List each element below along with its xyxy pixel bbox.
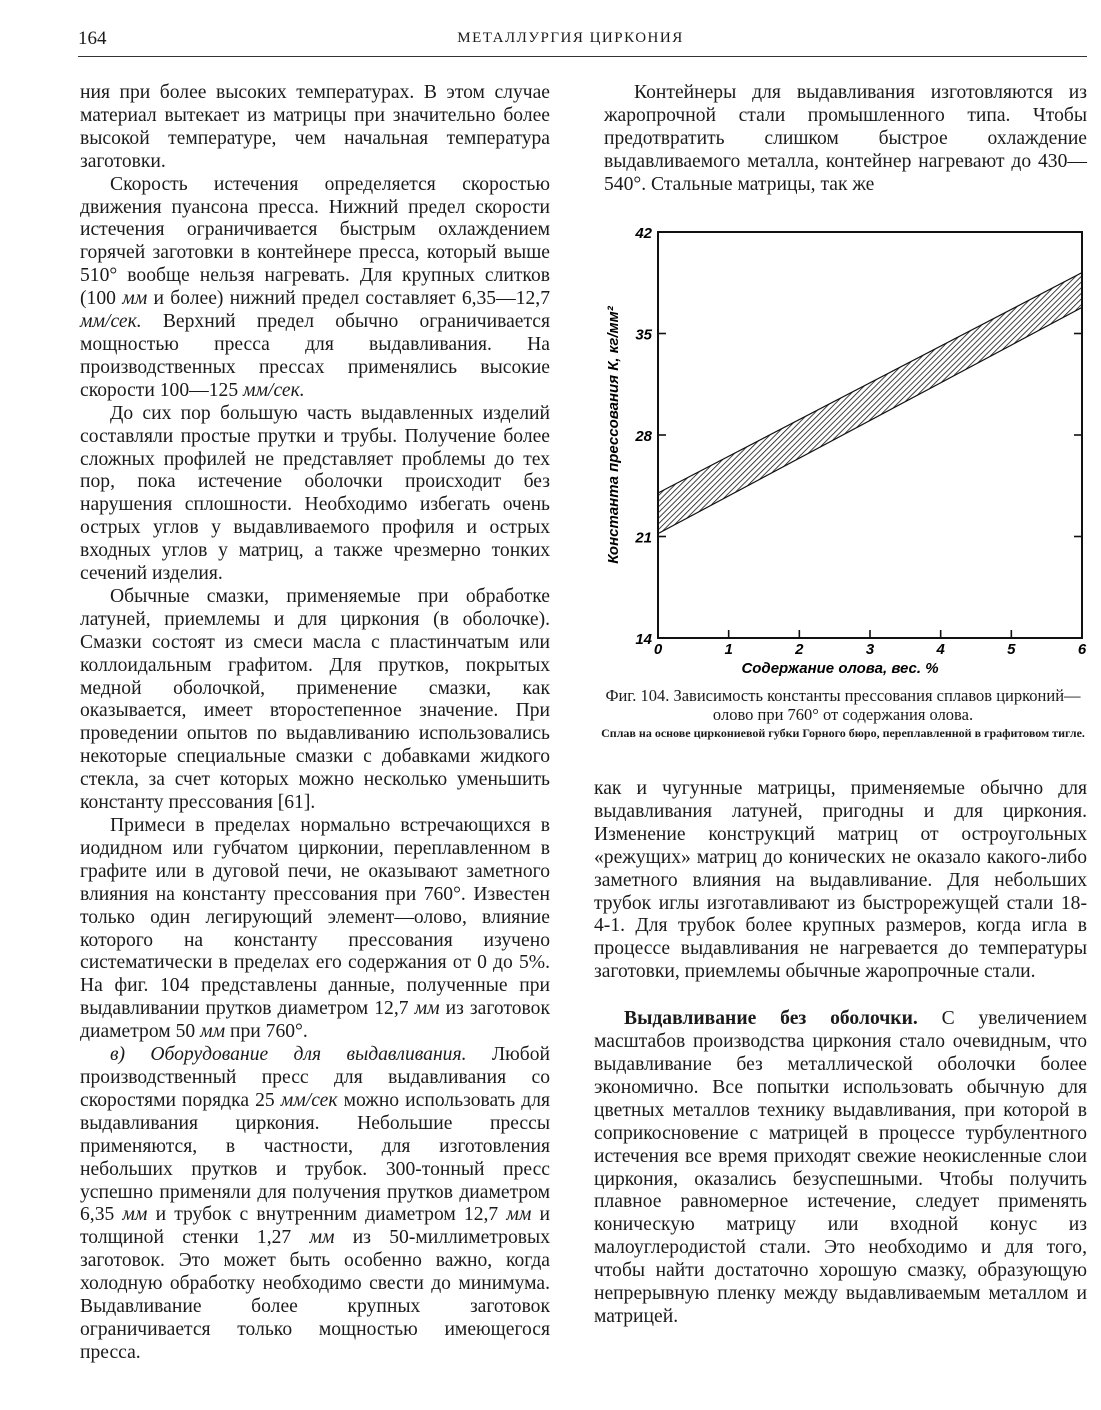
plot-frame	[658, 232, 1082, 638]
paragraph: Обычные смазки, применяемые при обработке латуней, приемлемы и для циркония (в оболочке). Смазки состоят из смеси масла с пластинчатым или коллоидальным графитом. Для прутков, покрытых медной оболочкой, применение смазки, как оказывается, имеет второстепенное значение. При проведении опытов по выдавливанию использовались некоторые специальные смазки с добавками жидкого стекла, за счет которых можно несколько уменьшить константу прессования [61].	[80, 585, 550, 814]
y-tick-label: 28	[635, 428, 652, 445]
y-tick-label: 35	[635, 326, 652, 344]
chart-svg	[596, 218, 1096, 680]
running-header: МЕТАЛЛУРГИЯ ЦИРКОНИЯ	[457, 30, 684, 46]
x-tick-label: 5	[1007, 641, 1016, 658]
y-tick-label: 42	[635, 225, 652, 242]
right-column-top	[604, 82, 1087, 197]
paragraph: Выдавливание без оболочки. С увеличением масштабов производства циркония стало очевидным, что выдавливание без металлической оболочки более экономично. Все попытки использовать обычную для цветных металлов технику выдавливания, при которой в соприкосновение с матрицей в процессе турбулентного истечения все время приходят свежие неокисленные слои циркония, оказались безуспешными. Чтобы получить плавное равномерное истечение, следует применять коническую матрицу или входной конус из малоуглеродистой стали. Это необходимо и для того, чтобы найти достаточно хорошую смазку, образующую непрерывную пленку между выдавливаемым металлом и матрицей.	[594, 1008, 1087, 1327]
section-heading: в) Оборудование для выдавливания.	[110, 1044, 467, 1066]
y-tick-label: 21	[635, 529, 652, 547]
paragraph-gap	[594, 984, 1087, 1008]
page-number: 164	[78, 28, 107, 49]
x-axis-label: Содержание олова, вес. %	[741, 660, 939, 677]
figure-104-chart	[596, 218, 1096, 680]
x-tick-label: 3	[865, 641, 875, 658]
y-tick-label: 14	[635, 631, 652, 648]
paragraph: До сих пор большую часть выдавленных изделий составляли простые прутки и трубы. Получение более сложных профилей не представляет проблемы до тех пор, пока истечение оболочки происходит без нарушения сплошности. Необходимо избегать очень острых углов у выдавливаемого профиля и острых входных углов у матриц, а также чрезмерно тонких сечений изделия.	[80, 402, 550, 585]
x-tick-label: 0	[653, 641, 663, 658]
paragraph: Примеси в пределах нормально встречающихся в иодидном или губчатом цирконии, переплавленном в графите или в дуговой печи, не оказывают заметного влияния на константу прессования при 760°. Известен только один легирующий элемент—олово, влияние которого на константу прессования изучено систематически в пределах его содержания от 0 до 5%. На фиг. 104 представлены данные, полученные при выдавливании прутков диаметром 12,7 мм из заготовок диаметром 50 мм при 760°.	[80, 815, 550, 1043]
left-column	[80, 82, 550, 1365]
header-rule	[78, 56, 1087, 57]
paragraph: Контейнеры для выдавливания изготовляются из жаропрочной стали промышленного типа. Чтобы предотвратить слишком быстрое охлаждение выдавливаемого металла, контейнер нагревают до 430—540°. Стальные матрицы, так же	[604, 82, 1087, 195]
right-column-bottom	[594, 778, 1087, 1329]
caption-sub: Сплав на основе циркониевой губки Горного бюро, переплавленной в графитовом тигле.	[601, 726, 1085, 740]
section-heading: Выдавливание без оболочки.	[624, 1008, 918, 1030]
data-band	[658, 273, 1082, 534]
caption-main: Фиг. 104. Зависимость константы прессования сплавов цирконий—олово при 760° от содержания олова.	[605, 686, 1081, 724]
x-tick-label: 2	[795, 641, 804, 658]
paragraph: Скорость истечения определяется скоростью движения пуансона пресса. Нижний предел скорости истечения ограничивается быстрым охлаждением горячей заготовки в контейнере пресса, который выше 510° вообще нельзя нагревать. Для крупных слитков (100 мм и более) нижний предел составляет 6,35—12,7 мм/сек. Верхний предел обычно ограничивается мощностью пресса для выдавливания. На производственных прессах применялись высокие скорости 100—125 мм/сек.	[80, 173, 550, 401]
figure-caption	[598, 686, 1088, 740]
x-tick-label: 1	[724, 641, 733, 658]
paragraph: ния при более высоких температурах. В этом случае материал вытекает из матрицы при значительно более высокой температуре, чем начальная температура заготовки.	[80, 82, 550, 172]
x-tick-label: 6	[1077, 641, 1087, 658]
y-axis-label: Константа прессования К, кг/мм²	[605, 306, 622, 564]
paragraph: как и чугунные матрицы, применяемые обычно для выдавливания латуней, пригодны и для циркония. Изменение конструкций матриц от остроугольных «режущих» матриц до конических не оказало какого-либо заметного влияния на выдавливание. Для небольших трубок иглы изготавливают из быстрорежущей стали 18-4-1. Для трубок более крупных размеров, когда игла в процессе выдавливания не нагревается до температуры заготовки, приемлемы обычные жаропрочные стали.	[594, 778, 1087, 983]
paragraph: в) Оборудование для выдавливания. Любой производственный пресс для выдавливания со скоростями порядка 25 мм/сек можно использовать для выдавливания циркония. Небольшие прессы применяются, в частности, для изготовления небольших прутков и трубок. 300-тонный пресс успешно применяли для получения прутков диаметром 6,35 мм и трубок с внутренним диаметром 12,7 мм и толщиной стенки 1,27 мм из 50-миллиметровых заготовок. Это может быть особенно важно, когда холодную обработку необходимо свести до минимума. Выдавливание более крупных заготовок ограничивается только мощностью имеющегося пресса.	[80, 1044, 550, 1363]
x-tick-label: 4	[936, 641, 945, 658]
